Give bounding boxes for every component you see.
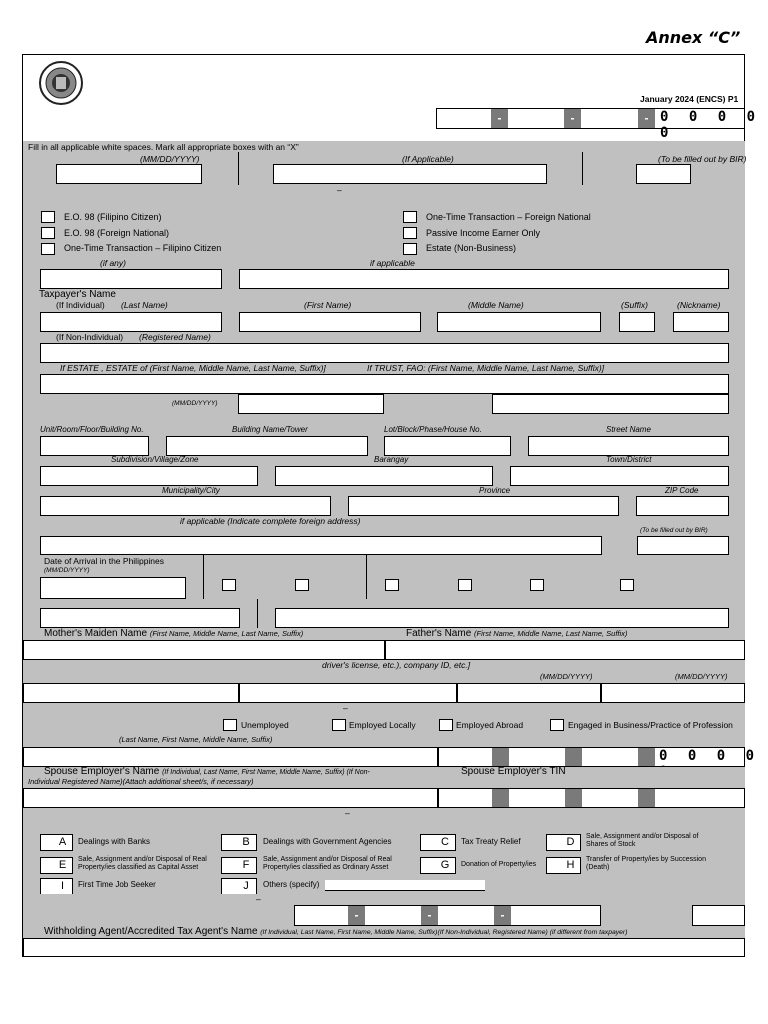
id-type-field[interactable] xyxy=(23,683,239,703)
registered-name-hint: (Registered Name) xyxy=(139,332,211,342)
tin-branch-code: 0 0 0 0 0 xyxy=(660,109,762,141)
divider-band xyxy=(23,808,745,819)
taxpayer-name-heading: Taxpayer's Name xyxy=(39,289,116,300)
barangay-hint: Barangay xyxy=(374,455,409,464)
purpose-text: Others (specify) xyxy=(263,880,320,889)
divider-band xyxy=(23,703,745,714)
town-hint: Town/District xyxy=(606,455,652,464)
tin-separator xyxy=(492,748,509,766)
employment-checkbox[interactable] xyxy=(550,719,564,731)
arrival-hint: (MM/DD/YYYY) xyxy=(44,567,90,574)
mother-label: Mother's Maiden Name (First Name, Middle Name, Last Name, Suffix) xyxy=(44,628,304,639)
tin-separator xyxy=(565,789,582,807)
purpose-code-b[interactable]: B xyxy=(221,834,257,851)
lot-hint: Lot/Block/Phase/House No. xyxy=(384,425,482,434)
type-label: One-Time Transaction – Foreign National xyxy=(426,212,591,222)
unit-hint: Unit/Room/Floor/Building No. xyxy=(40,425,144,434)
tin-separator: - xyxy=(491,109,508,128)
tin-separator xyxy=(638,748,655,766)
bir-seal-icon xyxy=(36,60,86,106)
citizenship-field[interactable] xyxy=(40,608,240,628)
birth-place-field[interactable] xyxy=(492,394,729,414)
option-checkbox[interactable] xyxy=(458,579,472,591)
purpose-code-f[interactable]: F xyxy=(221,857,257,874)
subdivision-hint: Subdivision/Village/Zone xyxy=(111,455,199,464)
trust-hint: If TRUST, FAO: (First Name, Middle Name, Last Name, Suffix)] xyxy=(367,363,605,373)
purpose-text: Transfer of Property/ies by Succession (Death) xyxy=(586,856,706,871)
instructions-text: Fill in all applicable white spaces. Mark all appropriate boxes with an “X” xyxy=(28,142,299,152)
purpose-code-e[interactable]: E xyxy=(40,857,73,874)
first-name-hint: (First Name) xyxy=(304,300,352,310)
spouse-name-field[interactable] xyxy=(23,747,438,767)
street-hint: Street Name xyxy=(606,425,651,434)
estate-trust-field[interactable] xyxy=(40,374,729,394)
spouse-name-hint: (Last Name, First Name, Middle Name, Suffix) xyxy=(119,735,273,744)
foreign-bir-hint: (To be filled out by BIR) xyxy=(640,527,708,534)
tin-separator: - xyxy=(564,109,581,128)
middle-name-hint: (Middle Name) xyxy=(468,300,524,310)
purpose-text: Sale, Assignment and/or Disposal of Shares of Stock xyxy=(586,833,699,848)
type-checkbox[interactable] xyxy=(41,211,55,223)
id-expiry-field[interactable] xyxy=(601,683,745,703)
municipality-hint: Municipality/City xyxy=(162,486,220,495)
if-non-individual-label: (If Non-Individual) xyxy=(56,332,124,342)
purpose-code-d[interactable]: D xyxy=(546,834,581,851)
employment-checkbox[interactable] xyxy=(332,719,346,731)
id-hint: driver's license, etc.), company ID, etc.] xyxy=(322,660,471,670)
employment-checkbox[interactable] xyxy=(223,719,237,731)
tin-separator xyxy=(492,789,509,807)
id-date-hint-1: (MM/DD/YYYY) xyxy=(540,672,593,681)
employment-label: Engaged in Business/Practice of Profession xyxy=(568,720,733,730)
id-effectivity-field[interactable] xyxy=(457,683,601,703)
if-any-field[interactable] xyxy=(40,269,222,289)
purpose-text: First Time Job Seeker xyxy=(78,880,156,889)
purpose-text: Dealings with Government Agencies xyxy=(263,837,392,846)
arrival-date-field[interactable] xyxy=(40,577,186,599)
last-name-field[interactable] xyxy=(40,312,222,332)
suffix-field[interactable] xyxy=(619,312,655,332)
type-label: Estate (Non-Business) xyxy=(426,243,517,253)
applicable-hint: (If Applicable) xyxy=(402,154,454,164)
type-label: E.O. 98 (Filipino Citizen) xyxy=(64,212,162,222)
type-checkbox[interactable] xyxy=(403,227,417,239)
foreign-bir-field[interactable] xyxy=(637,536,729,555)
other-citizenship-field[interactable] xyxy=(275,608,729,628)
purpose-text: Sale, Assignment and/or Disposal of Real Property/ies classified as Capital Asset xyxy=(78,856,207,871)
annex-title: Annex “C” xyxy=(646,28,741,47)
if-applicable-field[interactable] xyxy=(239,269,729,289)
divider-band xyxy=(23,185,745,196)
employment-checkbox[interactable] xyxy=(439,719,453,731)
if-applicable-hint: if applicable xyxy=(370,258,415,268)
form-version: January 2024 (ENCS) P1 xyxy=(640,94,739,104)
type-checkbox[interactable] xyxy=(403,243,417,255)
nickname-field[interactable] xyxy=(673,312,729,332)
last-name-hint: (Last Name) xyxy=(121,300,168,310)
registration-date-field[interactable] xyxy=(56,164,202,184)
type-checkbox[interactable] xyxy=(403,211,417,223)
spouse-tin-branch-code: 0 0 0 0 xyxy=(659,748,761,764)
zip-hint: ZIP Code xyxy=(665,486,699,495)
nickname-hint: (Nickname) xyxy=(677,300,721,310)
purpose-code-h[interactable]: H xyxy=(546,857,581,874)
father-field[interactable] xyxy=(385,640,745,660)
if-any-hint: (if any) xyxy=(100,258,126,268)
barangay-field[interactable] xyxy=(275,466,493,486)
spouse-employer-name-label: Spouse Employer's Name (If Individual, Last Name, First Name, Middle Name, Suffix) (If Non- xyxy=(44,766,370,777)
municipality-field[interactable] xyxy=(40,496,331,516)
estate-hint: If ESTATE , ESTATE of (First Name, Middle Name, Last Name, Suffix)] xyxy=(60,363,326,373)
date-hint: (MM/DD/YYYY) xyxy=(140,154,200,164)
type-label: One-Time Transaction – Filipino Citizen xyxy=(64,243,222,253)
divider-dash: – xyxy=(337,185,342,195)
arrival-label: Date of Arrival in the Philippines xyxy=(44,556,165,566)
divider-dash: – xyxy=(256,894,261,904)
purpose-code-j[interactable]: J xyxy=(221,878,257,895)
father-label: Father's Name (First Name, Middle Name, Last Name, Suffix) xyxy=(406,628,628,639)
tin-separator: - xyxy=(638,109,655,128)
foreign-address-field[interactable] xyxy=(40,536,602,555)
subdivision-field[interactable] xyxy=(40,466,258,486)
purpose-text: Dealings with Banks xyxy=(78,837,151,846)
agent-rdo-field[interactable] xyxy=(692,905,745,926)
option-checkbox[interactable] xyxy=(295,579,309,591)
building-field[interactable] xyxy=(166,436,368,456)
foreign-hint: if applicable (Indicate complete foreign address) xyxy=(180,516,361,526)
birth-date-hint: (MM/DD/YYYY) xyxy=(172,400,218,407)
registered-name-field[interactable] xyxy=(40,343,729,363)
option-checkbox[interactable] xyxy=(530,579,544,591)
tin-separator xyxy=(638,789,655,807)
lot-field[interactable] xyxy=(384,436,511,456)
purpose-text: Donation of Property/ies xyxy=(461,861,537,868)
divider-dash: – xyxy=(343,703,348,713)
purpose-text: Sale, Assignment and/or Disposal of Real Property/ies classified as Ordinary Asset xyxy=(263,856,392,871)
bir-field[interactable] xyxy=(636,164,691,184)
divider-band xyxy=(23,894,745,905)
employment-label: Employed Locally xyxy=(349,720,416,730)
employment-label: Unemployed xyxy=(241,720,289,730)
divider-dash: – xyxy=(345,808,350,818)
zip-field[interactable] xyxy=(636,496,729,516)
unit-field[interactable] xyxy=(40,436,149,456)
spouse-employer-name-field[interactable] xyxy=(23,788,438,808)
spouse-employer-tin-label: Spouse Employer's TIN xyxy=(461,766,566,777)
option-checkbox[interactable] xyxy=(620,579,634,591)
id-date-hint-2: (MM/DD/YYYY) xyxy=(675,672,728,681)
type-checkbox[interactable] xyxy=(41,227,55,239)
province-field[interactable] xyxy=(348,496,619,516)
purpose-code-i[interactable]: I xyxy=(40,878,73,895)
province-hint: Province xyxy=(479,486,511,495)
purpose-code-c[interactable]: C xyxy=(420,834,456,851)
spouse-employer-tin-field[interactable] xyxy=(438,788,745,808)
option-checkbox[interactable] xyxy=(222,579,236,591)
type-label: E.O. 98 (Foreign National) xyxy=(64,228,170,238)
tin-separator: - xyxy=(348,906,365,925)
spouse-employer-name-hint: Individual Registered Name)(Attach additional sheet/s, if necessary) xyxy=(28,777,254,786)
agent-tin-field[interactable] xyxy=(294,905,601,926)
tin-separator xyxy=(565,748,582,766)
applicable-field[interactable] xyxy=(273,164,547,184)
purpose-code-a[interactable]: A xyxy=(40,834,73,851)
town-field[interactable] xyxy=(510,466,729,486)
first-name-field[interactable] xyxy=(239,312,421,332)
purpose-text: Tax Treaty Relief xyxy=(461,837,521,846)
others-specify-field[interactable] xyxy=(325,880,485,891)
agent-name-field[interactable] xyxy=(23,938,745,957)
purpose-code-g[interactable]: G xyxy=(420,857,456,874)
middle-name-field[interactable] xyxy=(437,312,601,332)
birth-date-field[interactable] xyxy=(238,394,384,414)
agent-name-label: Withholding Agent/Accredited Tax Agent's Name (If Individual, Last Name, First Name, Middle Name, Suffix)(If Non-Individual, Registered Name) (if different from taxpayer) xyxy=(44,926,628,937)
employment-label: Employed Abroad xyxy=(456,720,524,730)
suffix-hint: (Suffix) xyxy=(621,300,648,310)
street-field[interactable] xyxy=(528,436,729,456)
id-number-field[interactable] xyxy=(239,683,457,703)
building-hint: Building Name/Tower xyxy=(232,425,308,434)
mother-field[interactable] xyxy=(23,640,385,660)
tin-separator: - xyxy=(494,906,511,925)
bir-hint: (To be filled out by BIR) xyxy=(658,154,747,164)
if-individual-label: (If Individual) xyxy=(56,300,105,310)
type-checkbox[interactable] xyxy=(41,243,55,255)
type-label: Passive Income Earner Only xyxy=(426,228,541,238)
tin-separator: - xyxy=(421,906,438,925)
option-checkbox[interactable] xyxy=(385,579,399,591)
